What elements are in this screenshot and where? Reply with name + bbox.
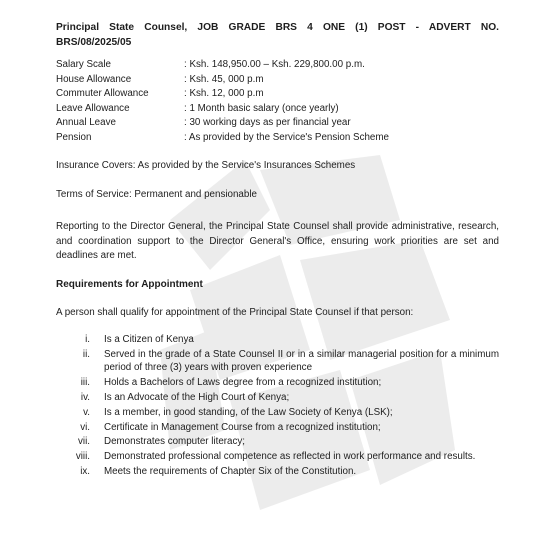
list-item <box>56 376 499 389</box>
list-item-number: ii. <box>82 348 90 360</box>
terms-row <box>56 73 389 88</box>
insurance-text: Insurance Covers: As provided by the Service's Insurances Schemes <box>56 160 356 171</box>
list-item <box>56 465 499 478</box>
list-item-text: Certificate in Management Course from a recognized institution; <box>104 421 381 433</box>
list-item-text: Is a Citizen of Kenya <box>104 333 194 345</box>
list-item-number: v. <box>83 406 90 418</box>
list-item-number: ix. <box>80 466 90 478</box>
terms-row <box>56 116 389 131</box>
requirements-heading: Requirements for Appointment <box>56 278 203 290</box>
list-item <box>56 348 499 375</box>
requirements-list <box>56 333 499 479</box>
terms-of-service-text: Terms of Service: Permanent and pensionable <box>56 188 257 200</box>
list-item-number: vii. <box>78 436 90 448</box>
list-item <box>56 450 499 463</box>
list-item-number: viii. <box>75 451 90 463</box>
terms-value: : As provided by the Service's Pension Scheme <box>184 131 389 143</box>
list-item-text: Is an Advocate of the High Court of Kenya; <box>104 391 290 403</box>
terms-label: House Allowance <box>56 73 132 85</box>
terms-value: : Ksh. 45, 000 p.m <box>184 73 264 85</box>
advert-number: BRS/08/2025/05 <box>56 37 132 48</box>
list-item-number: iii. <box>80 376 90 388</box>
terms-label: Commuter Allowance <box>56 88 149 99</box>
terms-value: : 30 working days as per financial year <box>184 117 351 128</box>
list-item-number: iv. <box>80 391 90 403</box>
list-item-text: Is a member, in good standing, of the Law Society of Kenya (LSK); <box>104 406 393 418</box>
list-item-number: i. <box>85 333 90 345</box>
terms-label: Leave Allowance <box>56 102 130 114</box>
job-advert <box>56 20 499 480</box>
requirements-intro: A person shall qualify for appointment of the Principal State Counsel if that person: <box>56 307 414 319</box>
terms-row <box>56 131 389 146</box>
list-item <box>56 435 499 448</box>
list-item-text: Served in the grade of a State Counsel II or in a similar managerial position for a minimum period of three (3) years with proven experience <box>104 348 499 373</box>
role-description: Reporting to the Director General, the Principal State Counsel shall provide administrative, research, and coordination support to the Director General's Office, ensuring work priorities are set and deadlines are met. <box>56 221 499 261</box>
list-item <box>56 406 499 419</box>
list-item <box>56 391 499 404</box>
terms-value: : Ksh. 148,950.00 – Ksh. 229,800.00 p.m. <box>184 59 365 70</box>
list-item-number: vi. <box>80 421 90 433</box>
terms-value: : Ksh. 12, 000 p.m <box>184 88 264 99</box>
list-item-text: Meets the requirements of Chapter Six of the Constitution. <box>104 466 357 478</box>
advert-title: Principal State Counsel, JOB GRADE BRS 4 ONE (1) POST - ADVERT NO. <box>56 22 499 33</box>
list-item <box>56 421 499 434</box>
terms-table <box>56 58 389 145</box>
terms-label: Pension <box>56 131 92 143</box>
list-item-text: Holds a Bachelors of Laws degree from a recognized institution; <box>104 376 382 388</box>
list-item-text: Demonstrates computer literacy; <box>104 436 246 448</box>
list-item <box>56 333 499 346</box>
terms-row <box>56 58 389 73</box>
terms-label: Salary Scale <box>56 59 111 70</box>
terms-value: : 1 Month basic salary (once yearly) <box>184 102 339 114</box>
terms-label: Annual Leave <box>56 117 116 128</box>
terms-row <box>56 87 389 102</box>
list-item-text: Demonstrated professional competence as reflected in work performance and results. <box>104 451 476 463</box>
terms-row <box>56 102 389 117</box>
